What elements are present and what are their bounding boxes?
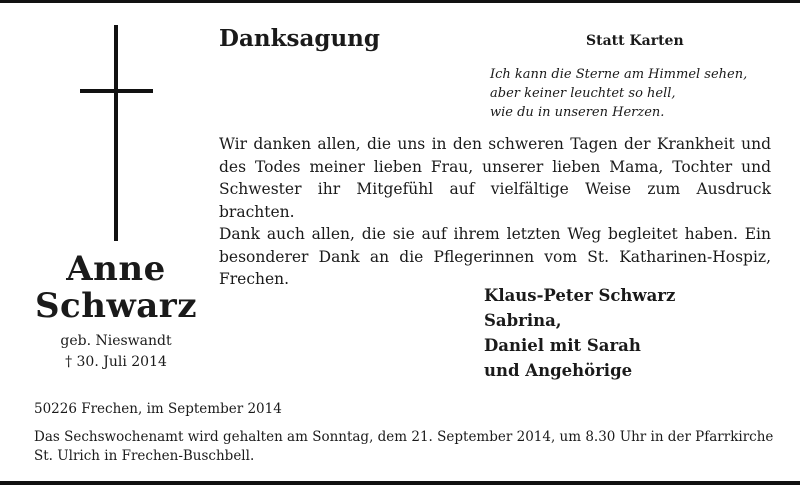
signer-name: Sabrina,: [484, 311, 562, 330]
poem: [490, 65, 747, 122]
thanks-paragraph: Dank auch allen, die sie auf ihrem letzten Weg begleitet haben. Ein besonderer Dank an die Pflegerinnen vom St. Katharinen-Hospiz, Frechen.: [219, 225, 771, 288]
signer-name: und Angehörige: [484, 361, 633, 380]
deceased-first-name: Anne: [66, 249, 166, 289]
deceased-death-date: † 30. Juli 2014: [65, 354, 167, 370]
place-date: 50226 Frechen, im September 2014: [34, 401, 282, 417]
cross-icon-vertical: [114, 25, 118, 241]
deceased-block: [30, 251, 202, 373]
signer-name: Klaus-Peter Schwarz: [484, 286, 676, 305]
thanks-text: [219, 133, 771, 291]
poem-line: Ich kann die Sterne am Himmel sehen,: [490, 67, 748, 82]
cross-icon-horizontal: [80, 89, 153, 93]
poem-line: wie du in unseren Herzen.: [490, 105, 665, 120]
poem-line: aber keiner leuchtet so hell,: [490, 86, 676, 101]
signers: [484, 283, 675, 383]
deceased-last-name: Schwarz: [35, 286, 197, 326]
thanks-paragraph: Wir danken allen, die uns in den schweren Tagen der Krankheit und des Todes meiner lieben Frau, unserer lieben Mama, Tochter und Schwester ihr Mitgefühl auf vielfältige Weise zum Ausdruck brachten.: [219, 135, 771, 221]
statt-karten-label: Statt Karten: [586, 33, 684, 49]
memorial-mass-note: Das Sechswochenamt wird gehalten am Sonntag, dem 21. September 2014, um 8.30 Uhr in der Pfarrkirche St. Ulrich in Frechen-Buschbell.: [34, 429, 774, 464]
notice-title: Danksagung: [219, 25, 380, 52]
deceased-birth-name: geb. Nieswandt: [60, 333, 172, 349]
signer-name: Daniel mit Sarah: [484, 336, 641, 355]
